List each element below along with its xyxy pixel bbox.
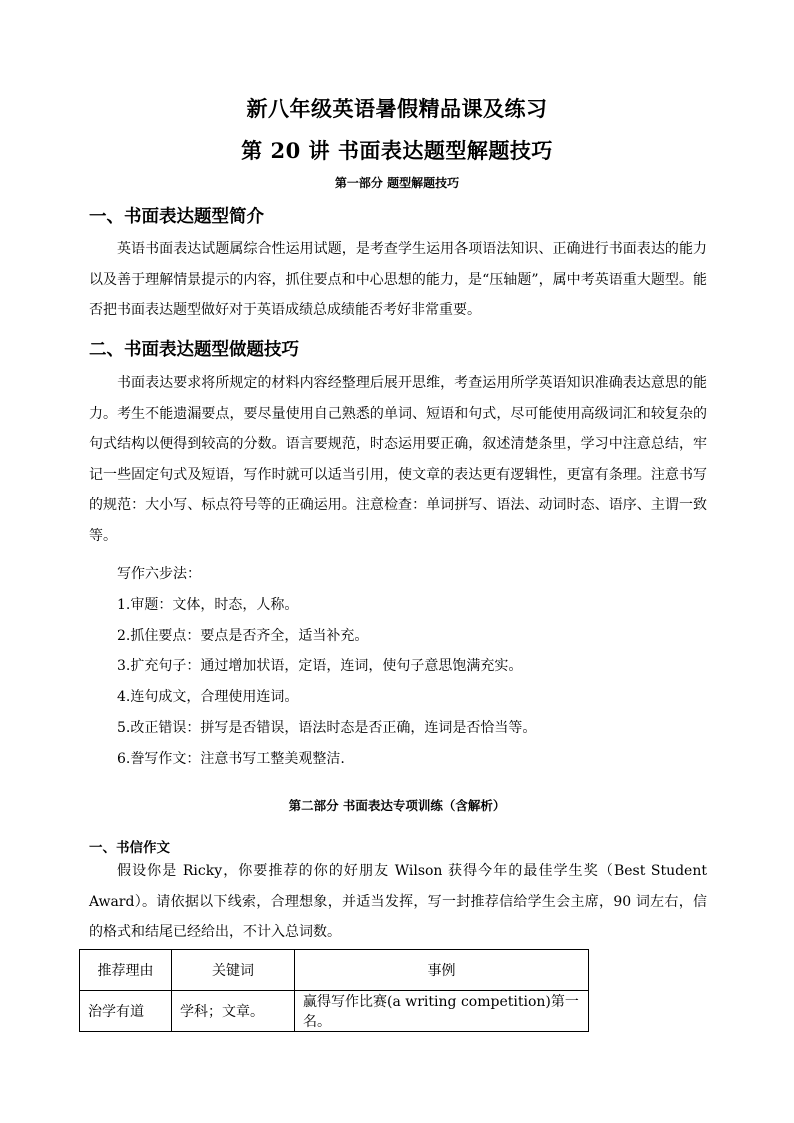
section1-heading: 一、书面表达题型简介 (89, 207, 264, 227)
document-title: 新八年级英语暑假精品课及练习 (246, 96, 548, 121)
table-cell: 赢得写作比赛(a writing competition)第一名。 (295, 991, 589, 1032)
table-header-row (80, 950, 589, 991)
part2-subheading: 一、书信作文 (89, 840, 170, 856)
table-header-cell: 推荐理由 (80, 950, 172, 991)
step-item: 2.抓住要点：要点是否齐全，适当补充。 (117, 628, 369, 644)
part1-title: 第一部分 题型解题技巧 (334, 176, 460, 190)
table-cell: 学科；文章。 (172, 991, 295, 1032)
table-header-cell: 事例 (295, 950, 589, 991)
part2-title: 第二部分 书面表达专项训练（含解析） (288, 798, 506, 813)
step-item: 1.审题：文体，时态，人称。 (117, 597, 299, 613)
step-item: 3.扩充句子：通过增加状语，定语，连词，使句子意思饱满充实。 (117, 658, 523, 674)
step-item: 5.改正错误：拼写是否错误，语法时态是否正确，连词是否恰当等。 (117, 720, 537, 736)
task-paragraph: 假设你是 Ricky，你要推荐的你的好朋友 Wilson 获得今年的最佳学生奖（Best Student Award）。请依据以下线索，合理想象，并适当发挥，写一封推荐信给学生会主席，90 词左右，信的格式和结尾已经给出，不计入总词数。 (89, 863, 707, 940)
step-item: 6.誊写作文：注意书写工整美观整洁. (117, 751, 345, 767)
recommendation-table (79, 949, 589, 1032)
table-cell: 治学有道 (80, 991, 172, 1032)
table-header-cell: 关键词 (172, 950, 295, 991)
step-item: 4.连句成文，合理使用连词。 (117, 689, 299, 705)
steps-title: 写作六步法： (117, 566, 201, 582)
section2-heading: 二、书面表达题型做题技巧 (89, 340, 299, 360)
section2-paragraph: 书面表达要求将所规定的材料内容经整理后展开思维，考查运用所学英语知识准确表达意思的能力。考生不能遗漏要点，要尽量使用自己熟悉的单词、短语和句式，尽可能使用高级词汇和较复杂的句式结构以便得到较高的分数。语言要规范，时态运用要正确，叙述清楚条里，学习中注意总结，牢记一些固定句式及短语，写作时就可以适当引用，使文章的表达更有逻辑性，更富有条理。注意书写的规范：大小写、标点符号等的正确运用。注意检查：单词拼写、语法、动词时态、语序、主谓一致等。 (89, 375, 707, 544)
table-row (80, 991, 589, 1032)
section1-paragraph: 英语书面表达试题属综合性运用试题，是考查学生运用各项语法知识、正确进行书面表达的能力以及善于理解情景提示的内容，抓住要点和中心思想的能力，是“压轴题”，属中考英语重大题型。能否把书面表达题型做好对于英语成绩总成绩能否考好非常重要。 (89, 241, 707, 318)
lecture-title: 第 20 讲 书面表达题型解题技巧 (241, 138, 553, 163)
